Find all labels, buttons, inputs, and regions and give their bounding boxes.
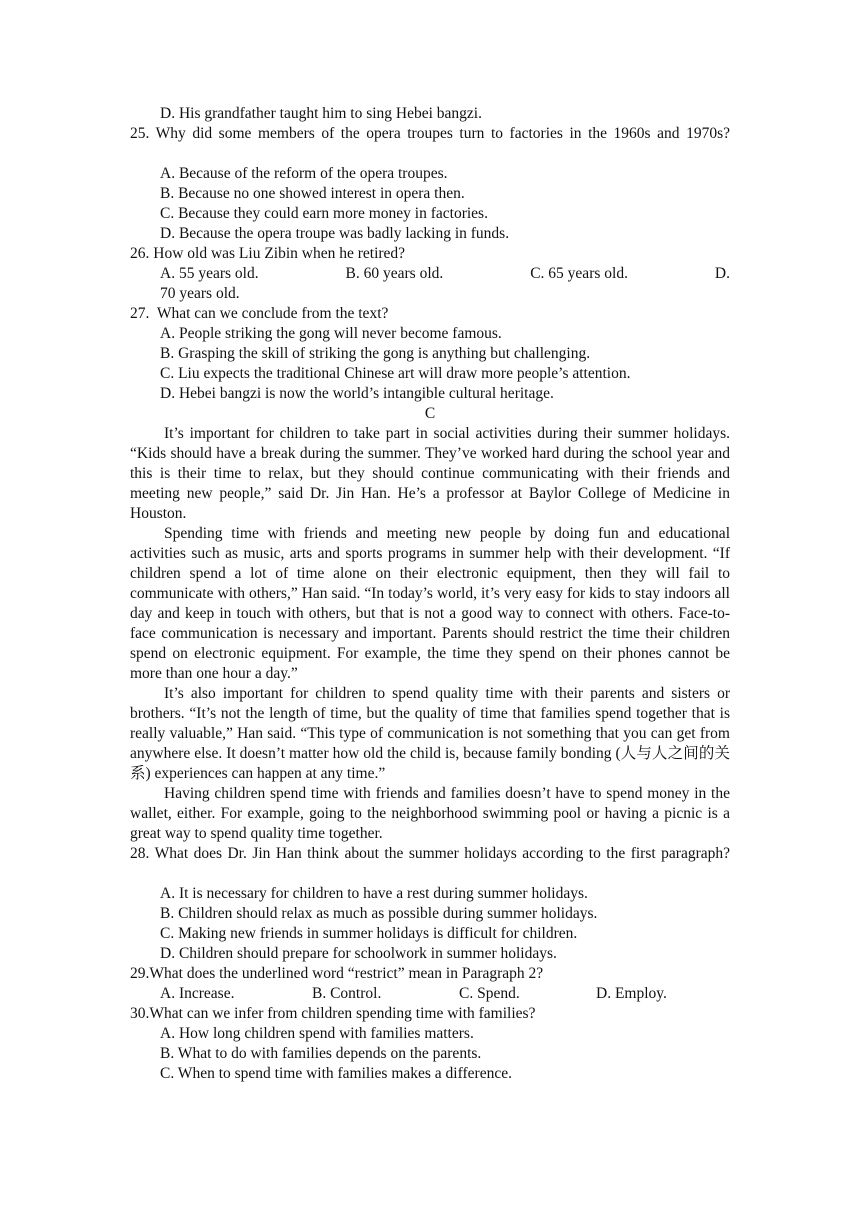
q26-option-b: B. 60 years old. [345,265,444,282]
passage-paragraph-3: It’s also important for children to spend quality time with their parents and sisters or brothers. “It’s not the length of time, but the quality of time that families spend together that is really valuable,” Han said. “This type of communication is not something that you can get from anywhere else. It doesn’t matter how old the child is, because family bonding (人与人之间的关系) experiences can happen at any time.” [130,685,730,782]
q27-option-b: B. Grasping the skill of striking the gong is anything but challenging. [160,345,591,362]
q26-option-d-label: D. [714,265,730,282]
q27-option-a: A. People striking the gong will never become famous. [160,325,502,342]
q28-option-d: D. Children should prepare for schoolwork in summer holidays. [160,945,557,962]
q29-option-b: B. Control. [312,985,382,1002]
passage-paragraph-2: Spending time with friends and meeting new people by doing fun and educational activities such as music, arts and sports programs in summer help with their development. “If children spend a lot of time alone on their electronic equipment, then they will fail to communicate with others,” Han said. “In today’s world, it’s very easy for kids to stay indoors all day and keep in touch with others, but that is not a good way to connect with others. Face-to-face communication is necessary and important. Parents should restrict the time their children spend on electronic equipment. For example, the time they spend on their phones cannot be more than one hour a day.” [130,525,730,682]
q30-option-b: B. What to do with families depends on the parents. [160,1045,482,1062]
q24-option-d: D. His grandfather taught him to sing Hebei bangzi. [160,105,482,122]
q28-option-b: B. Children should relax as much as possible during summer holidays. [160,905,598,922]
q28-option-c: C. Making new friends in summer holidays is difficult for children. [160,925,578,942]
q25-stem: 25. Why did some members of the opera troupes turn to factories in the 1960s and 1970s? [130,125,730,142]
q25-option-b: B. Because no one showed interest in opera then. [160,185,465,202]
q26-stem: 26. How old was Liu Zibin when he retired? [130,245,406,262]
q26-option-d-text: 70 years old. [160,285,240,302]
passage-paragraph-1: It’s important for children to take part in social activities during their summer holidays. “Kids should have a break during the summer. They’ve worked hard during the school year and this is their time to relax, but they should continue communicating with their friends and meeting new people,” said Dr. Jin Han. He’s a professor at Baylor College of Medicine in Houston. [130,425,730,522]
q29-options [130,984,730,1004]
q30-stem: 30.What can we infer from children spending time with families? [130,1005,536,1022]
q29-option-d: D. Employ. [596,985,667,1002]
q30-option-a: A. How long children spend with families matters. [160,1025,474,1042]
q28-stem: 28. What does Dr. Jin Han think about the summer holidays according to the first paragraph? [130,845,730,862]
q26-option-c: C. 65 years old. [530,265,628,282]
q25-option-a: A. Because of the reform of the opera troupes. [160,165,448,182]
q29-option-c: C. Spend. [459,985,520,1002]
q25-option-c: C. Because they could earn more money in factories. [160,205,488,222]
passage-heading: C [424,405,436,422]
q27-option-c: C. Liu expects the traditional Chinese art will draw more people’s attention. [160,365,631,382]
q29-stem: 29.What does the underlined word “restrict” mean in Paragraph 2? [130,965,544,982]
passage-paragraph-4: Having children spend time with friends and families doesn’t have to spend money in the wallet, either. For example, going to the neighborhood swimming pool or having a picnic is a great way to spend quality time together. [130,785,730,842]
q27-stem: 27. What can we conclude from the text? [130,305,389,322]
q30-option-c: C. When to spend time with families makes a difference. [160,1065,512,1082]
q25-option-d: D. Because the opera troupe was badly lacking in funds. [160,225,510,242]
exam-page [130,104,730,1084]
q26-option-a: A. 55 years old. [160,265,259,282]
q28-option-a: A. It is necessary for children to have a rest during summer holidays. [160,885,588,902]
q29-option-a: A. Increase. [160,985,235,1002]
q26-options [130,264,730,284]
q27-option-d: D. Hebei bangzi is now the world’s intangible cultural heritage. [160,385,554,402]
